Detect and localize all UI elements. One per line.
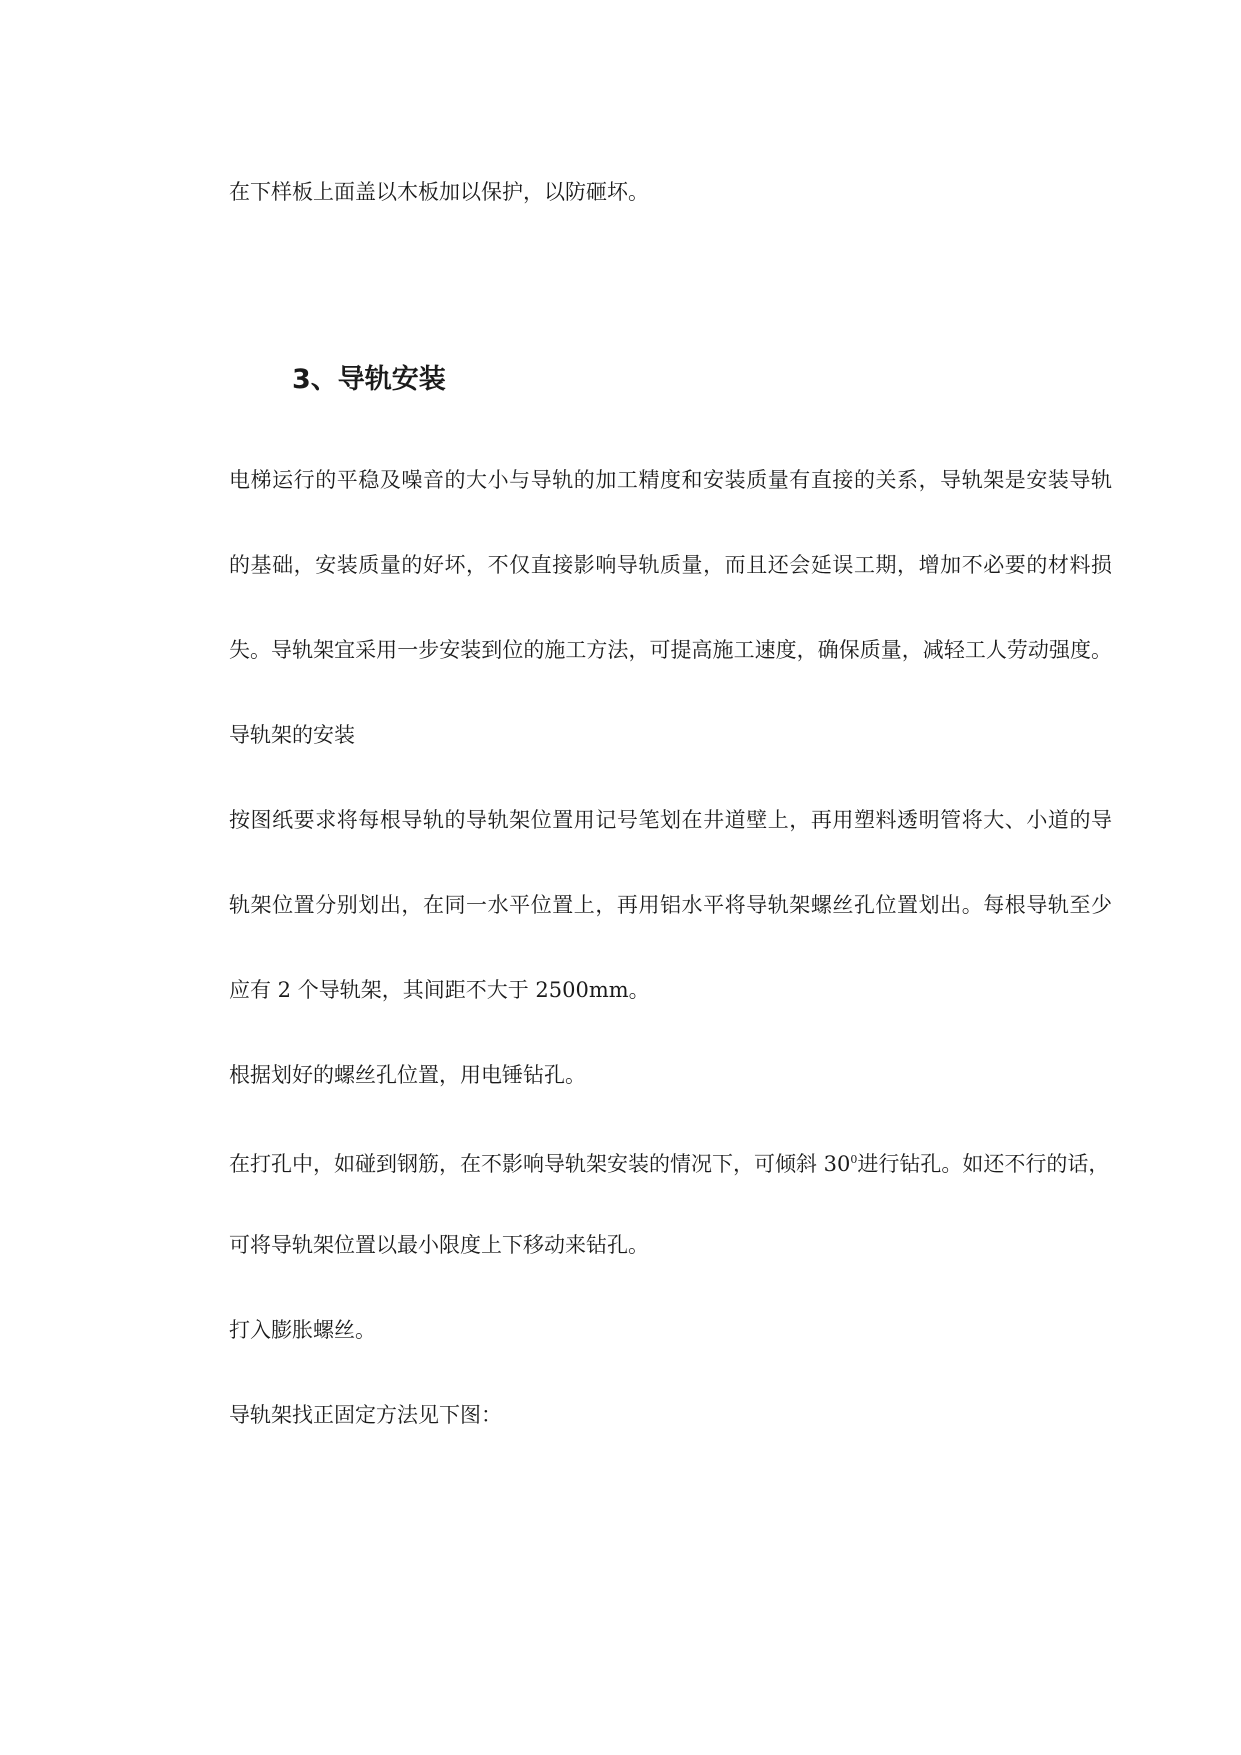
paragraph-line: 的基础，安装质量的好坏，不仅直接影响导轨质量，而且还会延误工期，增加不必要的材料损 xyxy=(229,553,1112,577)
paragraph-line: 按图纸要求将每根导轨的导轨架位置用记号笔划在井道壁上，再用塑料透明管将大、小道的导 xyxy=(229,808,1112,832)
paragraph-line: 失。导轨架宜采用一步安装到位的施工方法，可提高施工速度，确保质量，减轻工人劳动强度。 xyxy=(229,638,1112,662)
paragraph-line: 打入膨胀螺丝。 xyxy=(229,1318,376,1342)
paragraph-intro: 在下样板上面盖以木板加以保护，以防砸坏。 xyxy=(229,180,649,204)
paragraph-line: 电梯运行的平稳及噪音的大小与导轨的加工精度和安装质量有直接的关系，导轨架是安装导轨 xyxy=(229,468,1112,492)
paragraph-line: 轨架位置分别划出，在同一水平位置上，再用铝水平将导轨架螺丝孔位置划出。每根导轨至少 xyxy=(229,893,1112,917)
paragraph-line: 应有 2 个导轨架，其间距不大于 2500mm。 xyxy=(229,978,650,1002)
section-heading: 3、导轨安装 xyxy=(292,364,446,395)
text-segment: 进行钻孔。如还不行的话， xyxy=(857,1152,1110,1176)
degree-superscript: 0 xyxy=(850,1153,858,1166)
subheading: 导轨架的安装 xyxy=(229,723,355,747)
paragraph-line: 可将导轨架位置以最小限度上下移动来钻孔。 xyxy=(229,1233,649,1257)
paragraph-line xyxy=(229,1146,1112,1178)
text-segment: 在打孔中，如碰到钢筋，在不影响导轨架安装的情况下，可倾斜 30 xyxy=(229,1152,851,1176)
paragraph-line: 根据划好的螺丝孔位置，用电锤钻孔。 xyxy=(229,1063,586,1087)
paragraph-line: 导轨架找正固定方法见下图： xyxy=(229,1403,502,1427)
